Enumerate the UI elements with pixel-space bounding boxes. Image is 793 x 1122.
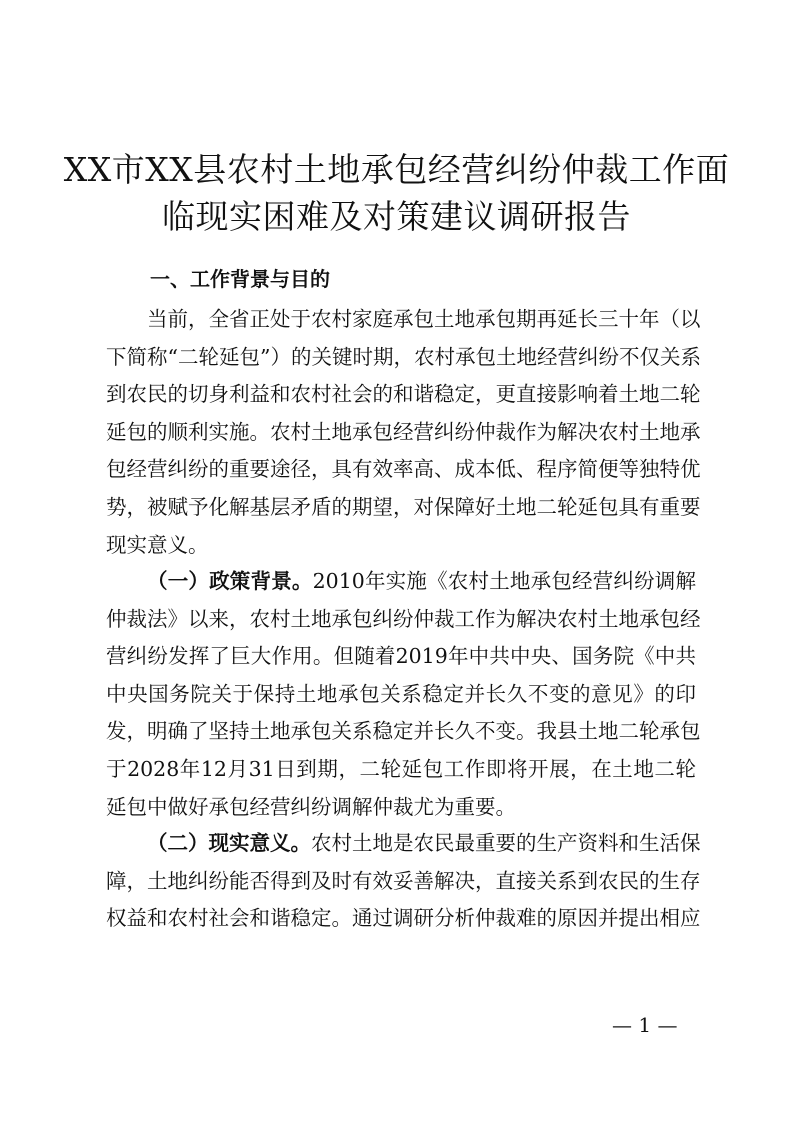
paragraph-lead: （一）政策背景。 (147, 569, 313, 593)
document-title (60, 146, 733, 240)
paragraph-line: 势，被赋予化解基层矛盾的期望，对保障好土地二轮延包具有重要 (106, 494, 701, 519)
title-line-1: XX市XX县农村土地承包经营纠纷仲裁工作面 (63, 150, 730, 189)
paragraph-line: 于2028年12月31日到期，二轮延包工作即将开展，在土地二轮 (106, 756, 696, 781)
paragraph-text: 2010年实施《农村土地承包经营纠纷调解 (312, 569, 696, 593)
paragraph-line: 延包的顺利实施。农村土地承包经营纠纷仲裁作为解决农村土地承 (106, 419, 701, 444)
page-number: — 1 — (612, 1013, 678, 1037)
title-line-2: 临现实困难及对策建议调研报告 (162, 197, 631, 236)
paragraph-line: 当前，全省正处于农村家庭承包土地承包期再延长三十年（以 (147, 307, 701, 331)
paragraph-policy-background (106, 563, 701, 826)
paragraph-line: 发，明确了坚持土地承包关系稳定并长久不变。我县土地二轮承包 (106, 719, 701, 744)
paragraph-line (106, 563, 696, 601)
paragraph-line: 包经营纠纷的重要途径，具有效率高、成本低、程序简便等独特优 (106, 457, 701, 482)
paragraph-line: 到农民的切身利益和农村社会的和谐稳定，更直接影响着土地二轮 (106, 382, 701, 407)
paragraph-line: 中央国务院关于保持土地承包关系稳定并长久不变的意见》的印 (106, 681, 696, 706)
paragraph-practical-significance (106, 825, 701, 938)
paragraph-line: 现实意义。 (106, 532, 209, 557)
paragraph-line: 下简称“二轮延包”）的关键时期，农村承包土地经营纠纷不仅关系 (106, 344, 701, 369)
paragraph-line: 延包中做好承包经营纠纷调解仲裁尤为重要。 (106, 794, 516, 819)
paragraph-text: 农村土地是农民最重要的生产资料和生活保 (311, 831, 701, 855)
paragraph-line: 障，土地纠纷能否得到及时有效妥善解决，直接关系到农民的生存 (106, 868, 701, 893)
paragraph-background (106, 301, 701, 564)
paragraph-line (106, 825, 701, 863)
section-heading: 一、工作背景与目的 (150, 267, 330, 291)
paragraph-line: 营纠纷发挥了巨大作用。但随着2019年中共中央、国务院《中共 (106, 644, 696, 669)
paragraph-line: 仲裁法》以来，农村土地承包纠纷仲裁工作为解决农村土地承包经 (106, 606, 701, 631)
paragraph-line: 权益和农村社会和谐稳定。通过调研分析仲裁难的原因并提出相应 (106, 906, 701, 931)
paragraph-lead: （二）现实意义。 (147, 831, 311, 855)
